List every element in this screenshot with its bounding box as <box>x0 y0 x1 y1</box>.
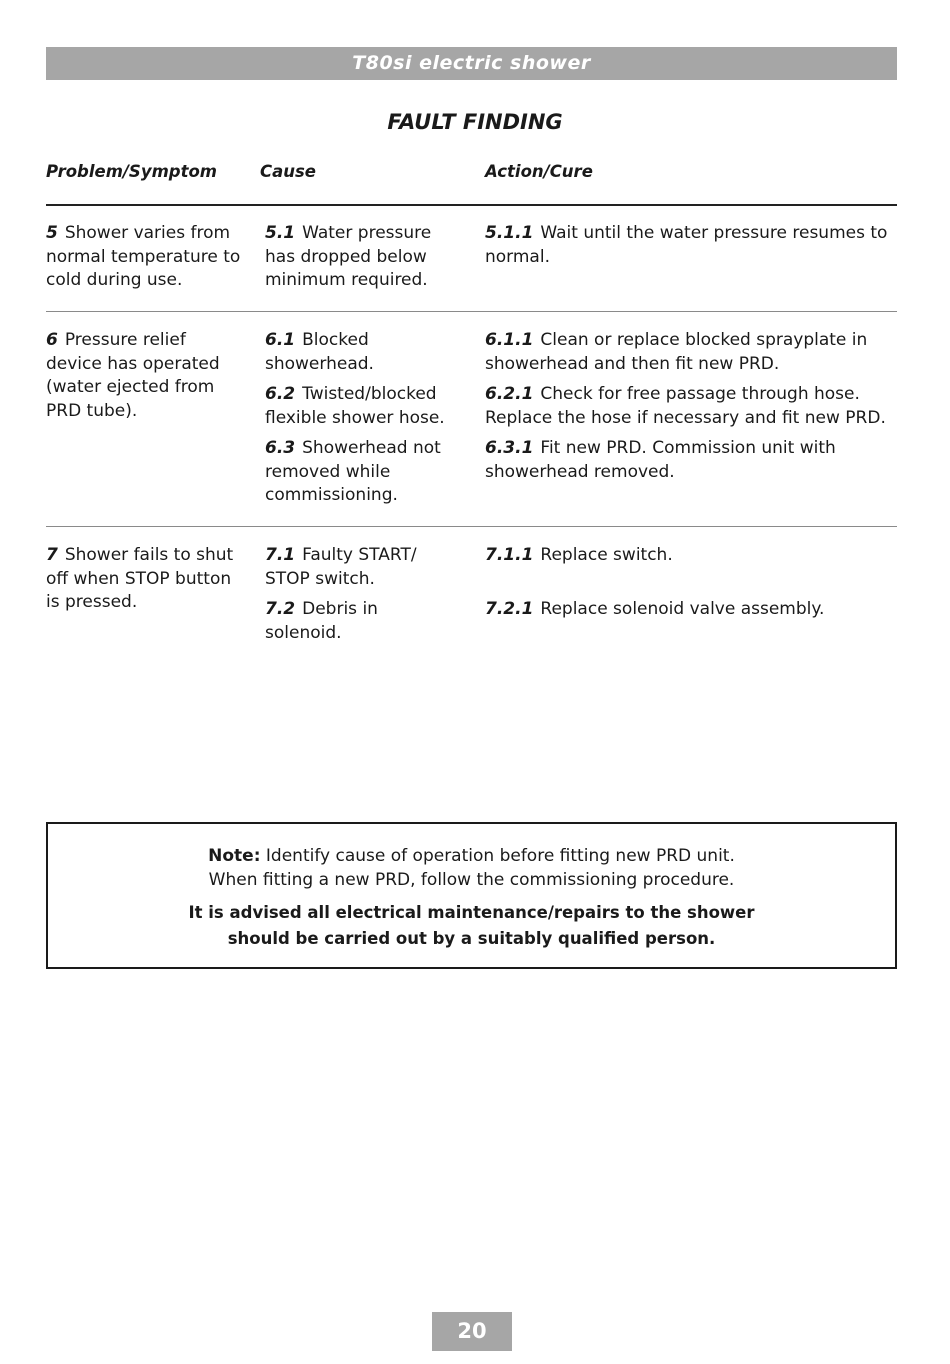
page-number: 20 <box>432 1312 512 1351</box>
note-line-1: Note: Identify cause of operation before fitting new PRD unit. <box>208 846 735 866</box>
cause-6-2: 6.2 Twisted/blocked flexible shower hose. <box>265 384 445 428</box>
note-box <box>46 822 897 969</box>
cause-7-2: 7.2 Debris in solenoid. <box>265 599 378 643</box>
document-header: T80si electric shower <box>46 47 897 80</box>
row-divider <box>46 526 897 527</box>
column-header-problem: Problem/Symptom <box>46 162 217 181</box>
column-header-action: Action/Cure <box>485 162 593 181</box>
cause-6-1: 6.1 Blocked showerhead. <box>265 330 374 374</box>
action-6-1-1: 6.1.1 Clean or replace blocked sprayplate in showerhead and then fit new PRD. <box>485 330 868 374</box>
note-label: Note: <box>208 846 261 866</box>
row-5-causes <box>265 222 450 300</box>
action-6-3-1: 6.3.1 Fit new PRD. Commission unit with showerhead removed. <box>485 438 836 482</box>
cause-7-1: 7.1 Faulty START/ STOP switch. <box>265 545 417 589</box>
row-7-actions <box>485 544 890 628</box>
cause-6-3: 6.3 Showerhead not removed while commissioning. <box>265 438 441 505</box>
page-title: FAULT FINDING <box>387 110 563 134</box>
cause-5-1: 5.1 Water pressure has dropped below minimum required. <box>265 223 432 290</box>
row-6-actions <box>485 329 890 491</box>
action-7-2-1: 7.2.1 Replace solenoid valve assembly. <box>485 598 825 619</box>
row-6-causes <box>265 329 450 515</box>
row-divider <box>46 311 897 312</box>
row-7-problem: 7 Shower fails to shut off when STOP button is pressed. <box>46 545 234 612</box>
action-6-2-1: 6.2.1 Check for free passage through hose. Replace the hose if necessary and fit new PRD. <box>485 384 886 428</box>
row-5-actions <box>485 222 890 276</box>
action-7-1-1: 7.1.1 Replace switch. <box>485 545 673 565</box>
row-7-causes <box>265 544 450 652</box>
advice-text: It is advised all electrical maintenance/repairs to the shower should be carried out by a suitably qualified person. <box>188 903 755 948</box>
row-5-problem: 5 Shower varies from normal temperature to cold during use. <box>46 223 241 290</box>
row-6-problem: 6 Pressure relief device has operated (water ejected from PRD tube). <box>46 330 220 421</box>
note-line-2: When fitting a new PRD, follow the commissioning procedure. <box>208 870 735 890</box>
column-header-cause: Cause <box>260 162 317 181</box>
action-5-1-1: 5.1.1 Wait until the water pressure resumes to normal. <box>485 223 888 267</box>
header-divider <box>46 204 897 206</box>
